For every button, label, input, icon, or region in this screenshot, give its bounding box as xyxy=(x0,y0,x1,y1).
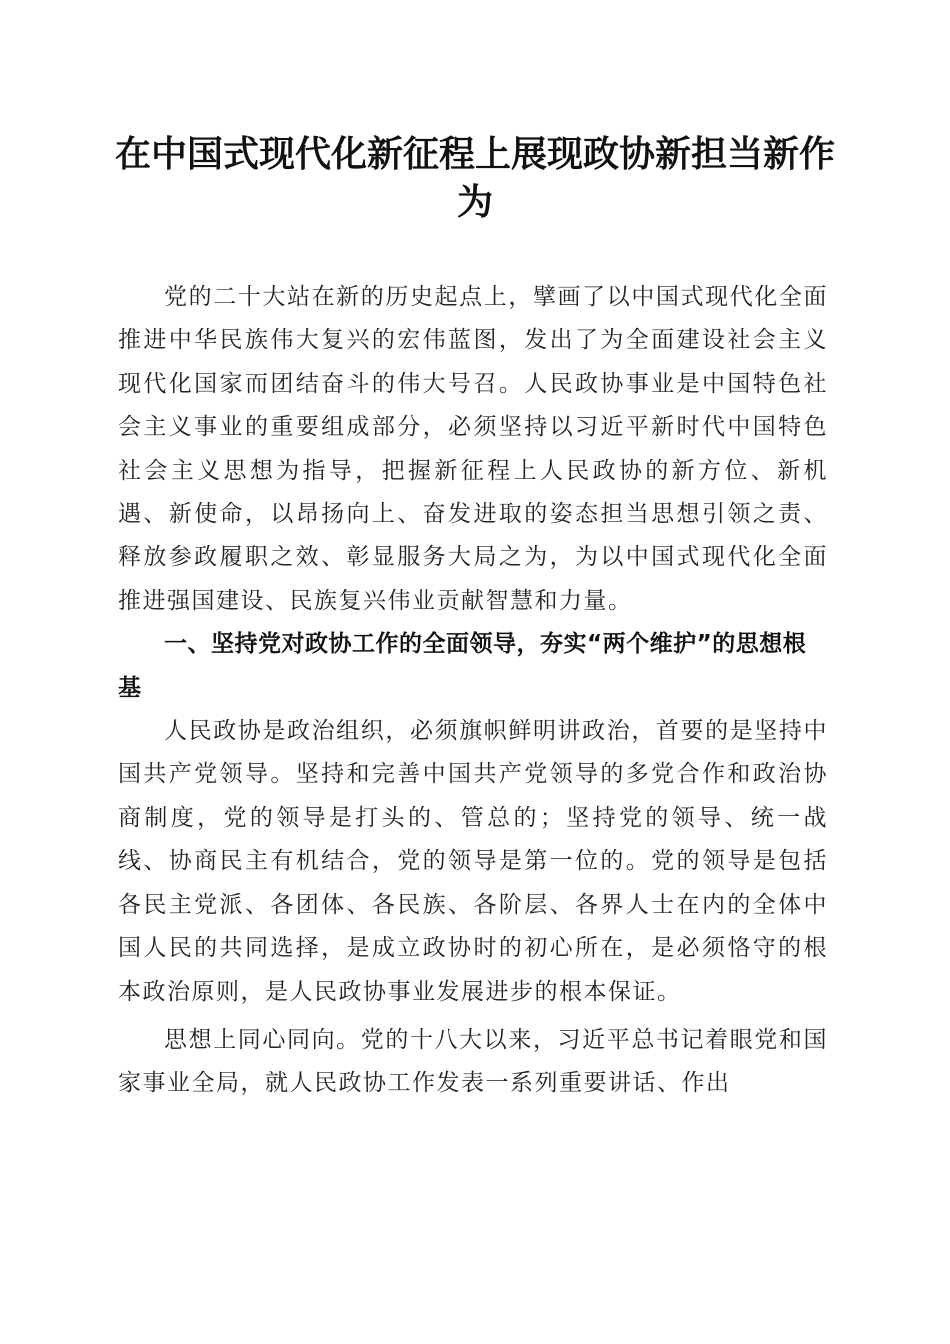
paragraph-ideological-unity: 思想上同心同向。党的十八大以来，习近平总书记着眼党和国家事业全局，就人民政协工作发表一系列重要讲话、作出 xyxy=(118,1026,828,1097)
paragraph-intro: 党的二十大站在新的历史起点上，擘画了以中国式现代化全面推进中华民族伟大复兴的宏伟蓝图，发出了为全面建设社会主义现代化国家而团结奋斗的伟大号召。人民政协事业是中国特色社会主义事业的重要组成部分，必须坚持以习近平新时代中国特色社会主义思想为指导，把握新征程上人民政协的新方位、新机遇、新使命，以昂扬向上、奋发进取的姿态担当思想引领之责、释放参政履职之效、彰显服务大局之为，为以中国式现代化全面推进强国建设、民族复兴伟业贡献智慧和力量。 xyxy=(118,284,828,614)
paragraph-party-leadership: 人民政协是政治组织，必须旗帜鲜明讲政治，首要的是坚持中国共产党领导。坚持和完善中国共产党领导的多党合作和政治协商制度，党的领导是打头的、管总的；坚持党的领导、统一战线、协商民主有机结合，党的领导是第一位的。党的领导是包括各民主党派、各团体、各民族、各阶层、各界人士在内的全体中国人民的共同选择，是成立政协时的初心所在，是必须恪守的根本政治原则，是人民政协事业发展进步的根本保证。 xyxy=(118,718,828,1005)
section-heading: 一、坚持党对政协工作的全面领导，夯实“两个维护”的思想根基 xyxy=(118,631,807,701)
document-title: 在中国式现代化新征程上展现政协新担当新作为 xyxy=(114,133,835,223)
document-body xyxy=(118,276,828,1106)
